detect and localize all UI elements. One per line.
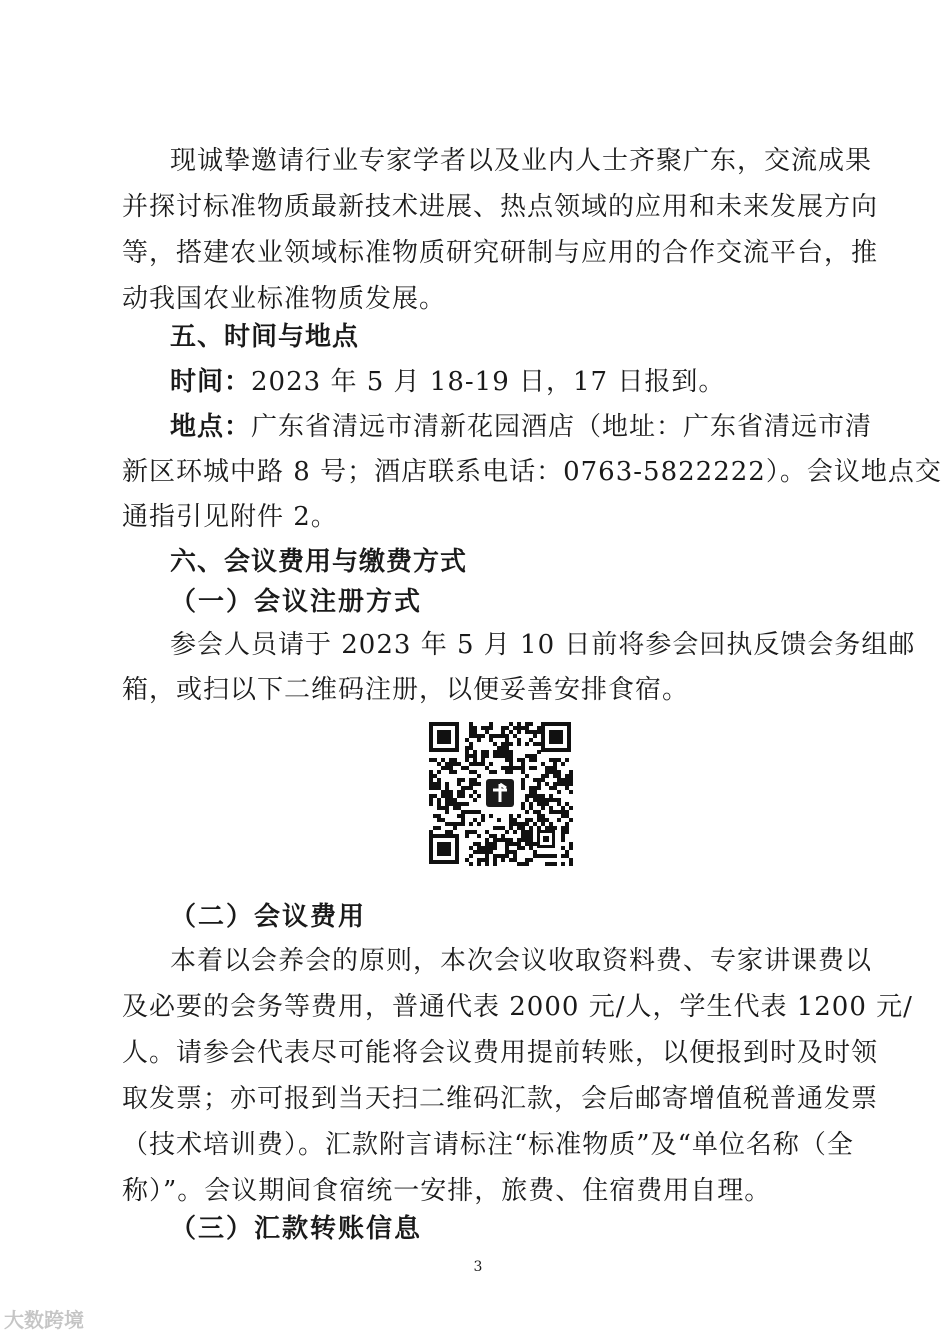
qr-code-icon[interactable] [427, 720, 573, 866]
section5-heading: 五、时间与地点 [170, 322, 360, 352]
time-value: 2023 年 5 月 18-19 日，17 日报到。 [251, 367, 726, 397]
sub2-line-5: （技术培训费）。汇款附言请标注“标准物质”及“单位名称（全 [122, 1130, 854, 1160]
place-label: 地点： [170, 412, 252, 442]
sub2-line-1: 本着以会养会的原则，本次会议收取资料费、专家讲课费以 [170, 946, 873, 976]
sub1-line-2: 箱，或扫以下二维码注册，以便妥善安排食宿。 [122, 675, 690, 705]
sub2-heading: （二）会议费用 [170, 902, 367, 932]
time-line [170, 365, 850, 399]
intro-line-4: 动我国农业标准物质发展。 [122, 284, 447, 314]
watermark-logo: 大数跨境 [4, 1308, 84, 1332]
time-label: 时间： [170, 367, 252, 397]
sub2-line-6: 称）”。会议期间食宿统一安排，旅费、住宿费用自理。 [122, 1176, 772, 1206]
place-line-1 [170, 410, 873, 444]
sub1-line-1: 参会人员请于 2023 年 5 月 10 日前将参会回执反馈会务组邮 [170, 630, 916, 660]
sub2-line-3: 人。请参会代表尽可能将会议费用提前转账，以便报到时及时领 [122, 1038, 879, 1068]
intro-line-1: 现诚挚邀请行业专家学者以及业内人士齐聚广东，交流成果 [170, 146, 873, 176]
page-number: 3 [473, 1259, 483, 1275]
sub3-heading: （三）汇款转账信息 [170, 1214, 423, 1244]
intro-line-3: 等，搭建农业领域标准物质研究研制与应用的合作交流平台，推 [122, 238, 879, 268]
place-line-3: 通指引见附件 2。 [122, 502, 338, 532]
place-line-2: 新区环城中路 8 号；酒店联系电话：0763-5822222）。会议地点交 [122, 457, 942, 487]
place-value-1: 广东省清远市清新花园酒店（地址：广东省清远市清 [251, 412, 873, 442]
sub1-heading: （一）会议注册方式 [170, 587, 423, 617]
intro-line-2: 并探讨标准物质最新技术进展、热点领域的应用和未来发展方向 [122, 192, 879, 222]
sub2-line-2: 及必要的会务等费用，普通代表 2000 元/人，学生代表 1200 元/ [122, 992, 913, 1022]
section6-heading: 六、会议费用与缴费方式 [170, 547, 468, 577]
sub2-line-4: 取发票；亦可报到当天扫二维码汇款，会后邮寄增值税普通发票 [122, 1084, 879, 1114]
